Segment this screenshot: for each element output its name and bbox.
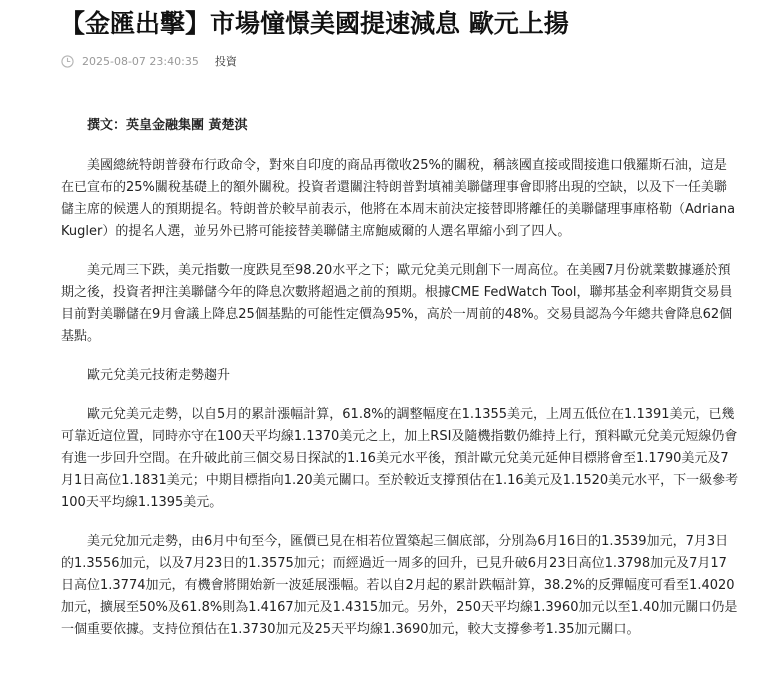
article-title: 【金匯出擊】市場憧憬美國提速減息 歐元上揚 (60, 9, 569, 38)
publish-date: 2025-08-07 23:40:35 (82, 54, 199, 68)
article-meta (61, 52, 237, 70)
paragraph: 美元周三下跌，美元指數一度跌見至98.20水平之下；歐元兌美元則創下一周高位。在美國7月份就業數據遜於預期之後，投資者押注美聯儲今年的降息次數將超過之前的預期。根據CME FedWatch Tool，聯邦基金利率期貨交易員目前對美聯儲在9月會議上降息25個基點的可能性定價為95%，高於一周前的48%。交易員認為今年總共會降息62個基點。 (61, 263, 733, 344)
paragraph: 美元兌加元走勢，由6月中旬至今，匯價已見在相若位置築起三個底部，分別為6月16日的1.3539加元，7月3日的1.3556加元，以及7月23日的1.3575加元；而經過近一周多的回升，已見升破6月23日高位1.3798加元及7月17日高位1.3774加元，有機會將開始新一波延展漲幅。若以自2月起的累計跌幅計算，38.2%的反彈幅度可看至1.4020加元，擴展至50%及61.8%則為1.4167加元及1.4315加元。另外，250天平均線1.3960加元以至1.40加元關口仍是一個重要依據。支持位預估在1.3730加元及25天平均線1.3690加元，較大支撐參考1.35加元關口。 (61, 534, 738, 637)
article-body (61, 115, 739, 658)
section-heading: 歐元兌美元技術走勢趨升 (87, 368, 231, 383)
paragraph: 美國總統特朗普發布行政命令，對來自印度的商品再徵收25%的關稅，稱該國直接或間接進口俄羅斯石油，這是在已宣布的25%關稅基礎上的額外關稅。投資者還關注特朗普對填補美聯儲理事會即將出現的空缺，以及下一任美聯儲主席的候選人的預期提名。特朗普於較早前表示，他將在本周末前決定接替即將離任的美聯儲理事庫格勒（Adriana Kugler）的提名人選，並另外已將可能接替美聯儲主席鮑威爾的人選名單縮小到了四人。 (61, 158, 736, 239)
paragraph: 歐元兌美元走勢，以自5月的累計漲幅計算，61.8%的調整幅度在1.1355美元，上周五低位在1.1391美元，已幾可靠近這位置，同時亦守在100天平均線1.1370美元之上，加上RSI及隨機指數仍維持上行，預料歐元兌美元短線仍會有進一步回升空間。在升破此前三個交易日探試的1.16美元水平後，預計歐元兌美元延伸目標將會至1.1790美元及7月1日高位1.1831美元；中期目標指向1.20美元關口。至於較近支撐預估在1.16美元及1.1520美元水平，下一級參考100天平均線1.1395美元。 (61, 407, 739, 510)
byline: 撰文：英皇金融集團 黃楚淇 (87, 118, 248, 133)
category-link[interactable]: 投資 (214, 55, 237, 68)
clock-icon (61, 55, 74, 68)
